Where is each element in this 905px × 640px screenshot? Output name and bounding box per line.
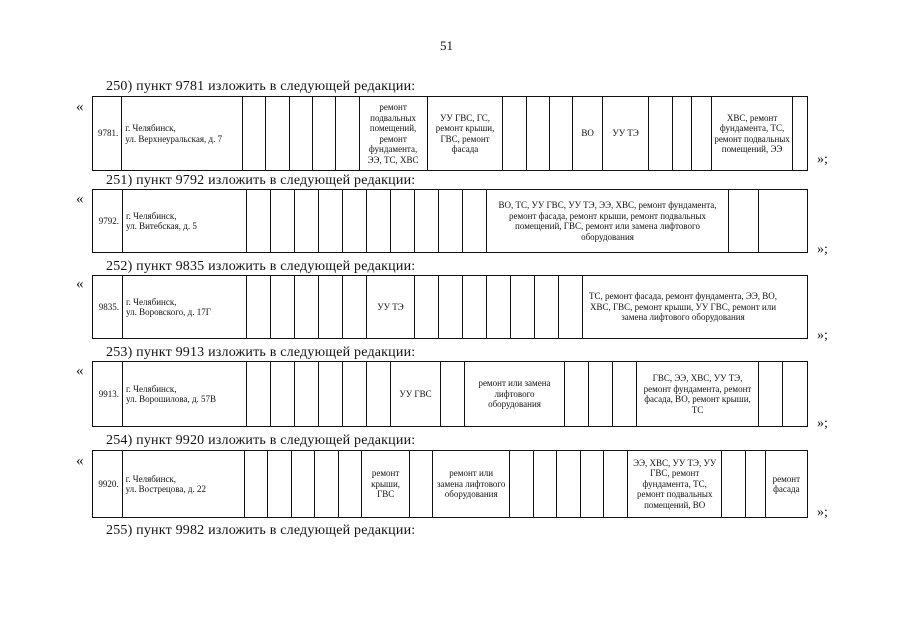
work-cell: УУ ГВС, ГС, ремонт крыши, ГВС, ремонт фасада bbox=[428, 97, 504, 170]
amendment-heading-252: 252) пункт 9835 изложить в следующей редакции: bbox=[106, 259, 416, 274]
table-row-9835 bbox=[92, 275, 808, 339]
work-cell bbox=[463, 190, 487, 252]
work-cell bbox=[247, 362, 271, 426]
work-cell bbox=[343, 276, 367, 338]
work-cell bbox=[313, 97, 336, 170]
work-cell bbox=[295, 362, 319, 426]
work-cell: ремонт или замена лифтового оборудования bbox=[465, 362, 565, 426]
work-cell bbox=[759, 362, 783, 426]
amendment-heading-255: 255) пункт 9982 изложить в следующей редакции: bbox=[106, 523, 416, 538]
work-cell bbox=[391, 190, 415, 252]
work-cell bbox=[759, 190, 789, 252]
work-cell bbox=[266, 97, 289, 170]
work-cell bbox=[247, 190, 271, 252]
closing-quote: »; bbox=[817, 242, 828, 257]
row-number: 9913. bbox=[93, 362, 123, 426]
work-cell: УУ ТЭ bbox=[603, 97, 650, 170]
work-cell bbox=[319, 276, 343, 338]
work-cell: ремонт крыши, ГВС bbox=[362, 451, 409, 517]
work-cell bbox=[271, 362, 295, 426]
address-cell bbox=[123, 362, 247, 426]
work-cell bbox=[292, 451, 316, 517]
work-cell bbox=[290, 97, 313, 170]
page-number: 51 bbox=[440, 38, 453, 53]
work-cell bbox=[604, 451, 628, 517]
work-cell bbox=[673, 97, 692, 170]
work-cell bbox=[336, 97, 359, 170]
row-number: 9835. bbox=[93, 276, 123, 338]
address-cell bbox=[122, 97, 243, 170]
work-cell bbox=[565, 362, 589, 426]
work-cell bbox=[271, 276, 295, 338]
work-cell: ЭЭ, ХВС, УУ ТЭ, УУ ГВС, ремонт фундамента, ТС, ремонт подвальных помещений, ВО bbox=[628, 451, 722, 517]
work-cell bbox=[247, 276, 271, 338]
work-cell bbox=[367, 190, 391, 252]
address-cell bbox=[123, 451, 245, 517]
work-cell: УУ ГВС bbox=[391, 362, 441, 426]
work-cell bbox=[722, 451, 746, 517]
work-cell bbox=[463, 276, 487, 338]
address-city: г. Челябинск, bbox=[126, 383, 177, 394]
opening-quote: « bbox=[76, 453, 84, 469]
work-cell bbox=[439, 190, 463, 252]
work-cell bbox=[581, 451, 605, 517]
work-cell bbox=[550, 97, 573, 170]
amendment-heading-250: 250) пункт 9781 изложить в следующей редакции: bbox=[106, 79, 416, 94]
table-row-9781 bbox=[92, 96, 808, 171]
work-cell bbox=[503, 97, 526, 170]
address-street: ул. Вострецова, д. 22 bbox=[125, 484, 206, 494]
work-cell bbox=[746, 451, 766, 517]
work-cell bbox=[535, 276, 559, 338]
work-cell bbox=[271, 190, 295, 252]
work-cell bbox=[439, 276, 463, 338]
work-cell bbox=[534, 451, 558, 517]
address-city: г. Челябинск, bbox=[126, 210, 177, 221]
table-row-9792 bbox=[92, 189, 808, 253]
table-row-9920 bbox=[92, 450, 808, 518]
work-cell bbox=[415, 190, 439, 252]
work-cell bbox=[441, 362, 465, 426]
work-cell bbox=[729, 190, 759, 252]
address-city: г. Челябинск, bbox=[125, 123, 176, 133]
work-cell bbox=[649, 97, 672, 170]
address-street: ул. Витебская, д. 5 bbox=[126, 221, 197, 231]
address-street: ул. Верхнеуральская, д. 7 bbox=[125, 133, 223, 144]
work-cell bbox=[319, 362, 343, 426]
address-city: г. Челябинск, bbox=[125, 473, 177, 484]
work-cell bbox=[410, 451, 434, 517]
work-cell: ремонт или замена лифтового оборудования bbox=[433, 451, 510, 517]
work-cell bbox=[793, 97, 807, 170]
address-street: ул. Воровского, д. 17Г bbox=[126, 307, 211, 317]
work-cell: ХВС, ремонт фундамента, ТС, ремонт подвальных помещений, ЭЭ bbox=[712, 97, 794, 170]
work-cell: ВО bbox=[573, 97, 602, 170]
opening-quote: « bbox=[76, 191, 84, 207]
work-cell: ВО, ТС, УУ ГВС, УУ ТЭ, ЭЭ, ХВС, ремонт фундамента, ремонт фасада, ремонт крыши, ремонт подвальных помещений, ГВС, ремонт или замена лифтового оборудования bbox=[487, 190, 729, 252]
work-cell bbox=[295, 190, 319, 252]
work-cell bbox=[243, 97, 266, 170]
work-cell: ремонт подвальных помещений, ремонт фундамента, ЭЭ, ТС, ХВС bbox=[360, 97, 428, 170]
closing-quote: »; bbox=[817, 416, 828, 431]
closing-quote: »; bbox=[817, 152, 828, 167]
work-cell bbox=[613, 362, 637, 426]
amendment-heading-253: 253) пункт 9913 изложить в следующей редакции: bbox=[106, 345, 416, 360]
work-cell bbox=[245, 451, 269, 517]
work-cell bbox=[783, 362, 807, 426]
work-cell bbox=[510, 451, 534, 517]
work-cell bbox=[415, 276, 439, 338]
work-cell: ремонт фасада bbox=[772, 473, 801, 494]
amendment-heading-251: 251) пункт 9792 изложить в следующей редакции: bbox=[106, 173, 416, 188]
row-number: 9781. bbox=[93, 97, 122, 170]
address-cell bbox=[123, 190, 247, 252]
closing-quote: »; bbox=[817, 505, 828, 520]
work-cell bbox=[692, 97, 711, 170]
row-number: 9792. bbox=[93, 190, 123, 252]
closing-quote: »; bbox=[817, 328, 828, 343]
address-city: г. Челябинск, bbox=[126, 296, 177, 307]
work-cell: ТС, ремонт фасада, ремонт фундамента, ЭЭ, ВО, ХВС, ГВС, ремонт крыши, УУ ГВС, ремонт или замена лифтового оборудования bbox=[588, 291, 778, 323]
work-cell bbox=[367, 362, 391, 426]
opening-quote: « bbox=[76, 99, 84, 115]
work-cell bbox=[511, 276, 535, 338]
work-cell bbox=[487, 276, 511, 338]
opening-quote: « bbox=[76, 363, 84, 379]
work-cell bbox=[319, 190, 343, 252]
work-cell bbox=[589, 362, 613, 426]
address-cell bbox=[123, 276, 247, 338]
amendment-heading-254: 254) пункт 9920 изложить в следующей редакции: bbox=[106, 433, 416, 448]
opening-quote: « bbox=[76, 276, 84, 292]
work-cell bbox=[295, 276, 319, 338]
table-row-9913 bbox=[92, 361, 808, 427]
work-cell bbox=[343, 362, 367, 426]
row-number: 9920. bbox=[93, 451, 123, 517]
work-cell bbox=[527, 97, 550, 170]
work-cell bbox=[557, 451, 581, 517]
work-cell bbox=[343, 190, 367, 252]
work-cell: УУ ТЭ bbox=[367, 276, 415, 338]
work-cell bbox=[315, 451, 339, 517]
work-cell: ГВС, ЭЭ, ХВС, УУ ТЭ, ремонт фундамента, ремонт фасада, ВО, ремонт крыши, ТС bbox=[637, 362, 759, 426]
work-cell bbox=[268, 451, 292, 517]
address-street: ул. Ворошилова, д. 57В bbox=[126, 394, 217, 404]
work-cell bbox=[339, 451, 363, 517]
work-cell bbox=[559, 276, 583, 338]
